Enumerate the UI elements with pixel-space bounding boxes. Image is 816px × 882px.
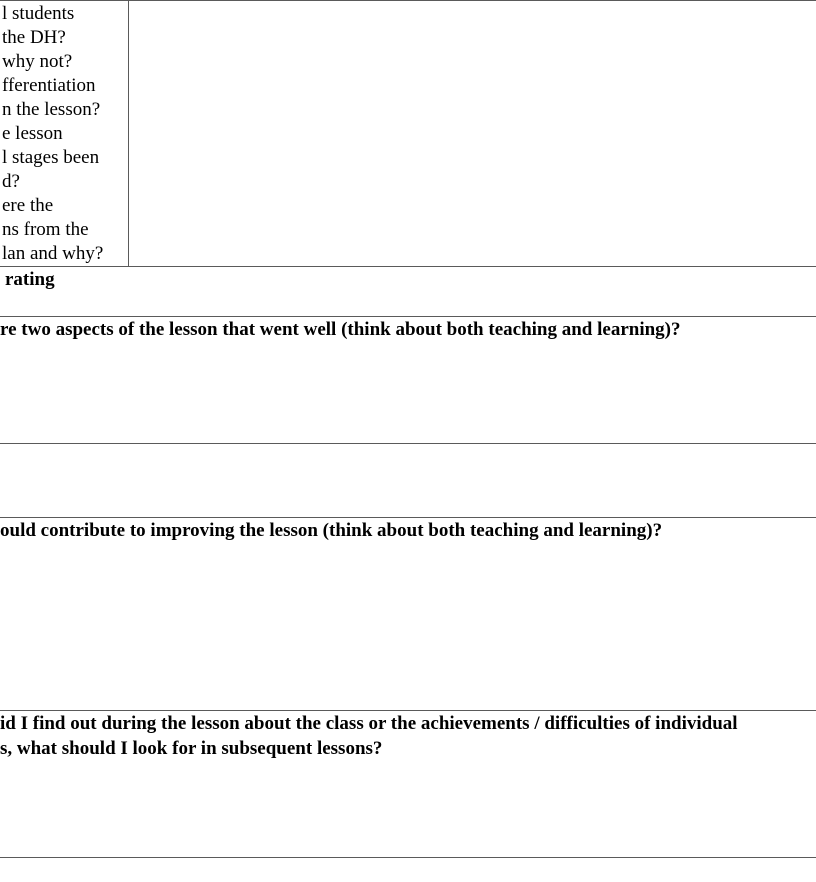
row-border xyxy=(0,710,816,711)
went-well-heading: re two aspects of the lesson that went well (think about both teaching and learning)? xyxy=(0,319,681,340)
question-line: l stages been xyxy=(2,147,100,168)
reflection-answer-cell[interactable] xyxy=(129,1,816,266)
reflection-questions-cell xyxy=(0,2,128,266)
question-line: why not? xyxy=(2,51,73,72)
row-border xyxy=(0,517,816,518)
question-line: lan and why? xyxy=(2,243,104,264)
findings-heading-line-1: id I find out during the lesson about the class or the achievements / difficulties of individual xyxy=(0,713,738,734)
bottom-border xyxy=(0,857,816,858)
row-border xyxy=(0,316,816,317)
findings-heading-line-2: s, what should I look for in subsequent lessons? xyxy=(0,738,383,759)
row-border xyxy=(0,443,816,444)
question-line: e lesson xyxy=(2,123,63,144)
improvement-response[interactable] xyxy=(0,545,816,708)
row-border xyxy=(0,266,816,267)
improvement-heading: ould contribute to improving the lesson (think about both teaching and learning)? xyxy=(0,520,663,541)
findings-response[interactable] xyxy=(0,764,816,854)
question-line: fferentiation xyxy=(2,75,96,96)
blank-response[interactable] xyxy=(0,445,816,515)
question-line: ere the xyxy=(2,195,54,216)
rating-response[interactable] xyxy=(0,294,816,314)
rating-heading: rating xyxy=(5,269,55,290)
question-line: l students xyxy=(2,3,75,24)
question-line: ns from the xyxy=(2,219,89,240)
went-well-response[interactable] xyxy=(0,344,816,442)
question-line: n the lesson? xyxy=(2,99,101,120)
question-line: d? xyxy=(2,171,20,192)
question-line: the DH? xyxy=(2,27,66,48)
